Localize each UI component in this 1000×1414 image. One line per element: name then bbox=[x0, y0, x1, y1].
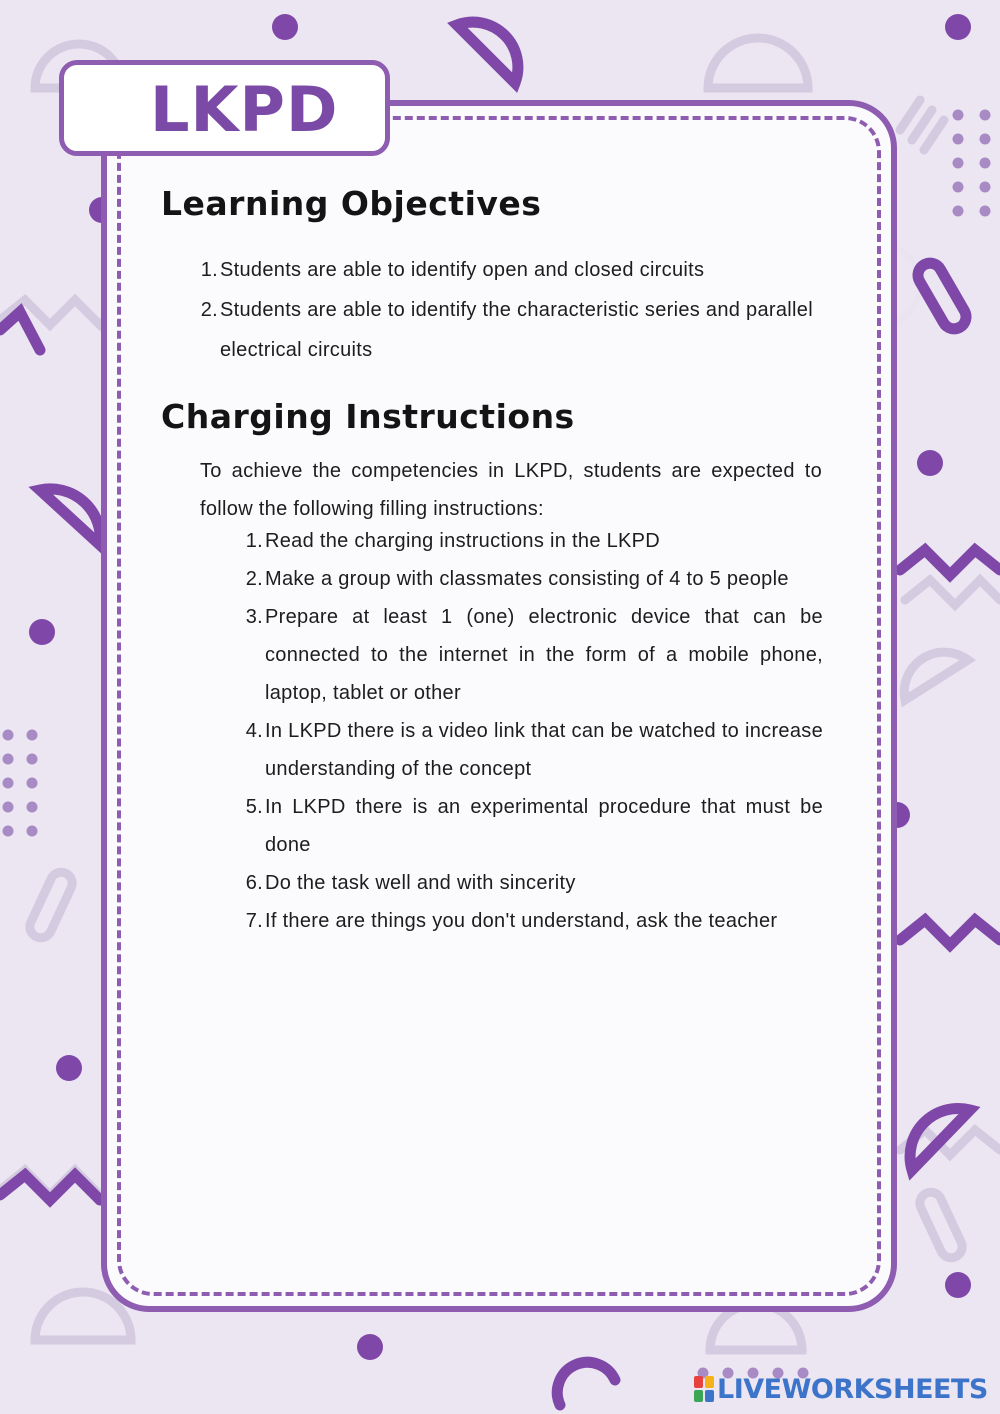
page-title: LKPD bbox=[150, 73, 339, 146]
zigzag-accent bbox=[0, 312, 40, 350]
list-item bbox=[237, 598, 823, 712]
instructions-intro: To achieve the competencies in LKPD, students are expected to follow the following filling instructions: bbox=[200, 460, 822, 520]
list-item-number: 1. bbox=[245, 530, 263, 552]
list-item-text: Students are able to identify open and closed circuits bbox=[220, 259, 705, 281]
list-item bbox=[237, 522, 823, 560]
list-item-number: 3. bbox=[245, 606, 263, 628]
capsule-shape bbox=[916, 1189, 966, 1262]
instructions-heading: Charging Instructions bbox=[161, 397, 575, 436]
list-item-number: 6. bbox=[245, 872, 263, 894]
list-item-number: 7. bbox=[245, 910, 263, 932]
zigzag-accent bbox=[900, 550, 1000, 575]
liveworksheets-logo-icon bbox=[694, 1376, 714, 1402]
list-item bbox=[237, 560, 823, 598]
capsule-accent bbox=[914, 259, 971, 333]
zigzag-accent bbox=[900, 920, 1000, 945]
half-circle-accent bbox=[457, 22, 518, 83]
liveworksheets-logo-text: LIVEWORKSHEETS bbox=[717, 1373, 988, 1405]
list-item-number: 2. bbox=[245, 568, 263, 590]
liveworksheets-logo[interactable] bbox=[694, 1371, 988, 1407]
list-item bbox=[190, 290, 830, 370]
objectives-list bbox=[190, 250, 830, 370]
list-item-number: 4. bbox=[245, 720, 263, 742]
zigzag-accent bbox=[0, 1175, 100, 1200]
instructions-list bbox=[237, 522, 823, 940]
list-item bbox=[237, 788, 823, 864]
list-item-text: If there are things you don't understand, ask the teacher bbox=[265, 910, 778, 932]
list-item-text: Read the charging instructions in the LKPD bbox=[265, 530, 661, 552]
half-circle-shape bbox=[904, 652, 968, 700]
half-circle-accent bbox=[40, 489, 100, 545]
list-item bbox=[237, 902, 823, 940]
half-circle-shape bbox=[708, 38, 808, 88]
list-item-number: 5. bbox=[245, 796, 263, 818]
list-item-text: In LKPD there is a video link that can be watched to increase understanding of the concept bbox=[265, 720, 823, 780]
list-item-text: Students are able to identify the characteristic series and parallel electrical circuits bbox=[220, 299, 813, 361]
list-item-text: Make a group with classmates consisting of 4 to 5 people bbox=[265, 568, 789, 590]
list-item-number: 1. bbox=[200, 259, 218, 281]
list-item-text: Do the task well and with sincerity bbox=[265, 872, 576, 894]
capsule-shape bbox=[26, 869, 76, 942]
list-item bbox=[190, 250, 830, 290]
list-item bbox=[237, 864, 823, 902]
list-item-text: In LKPD there is an experimental procedure that must be done bbox=[265, 796, 823, 856]
list-item-number: 2. bbox=[200, 299, 218, 321]
slash-lines-shape bbox=[900, 100, 944, 150]
list-item-text: Prepare at least 1 (one) electronic device that can be connected to the internet in the form of a mobile phone, laptop, tablet or other bbox=[265, 606, 823, 704]
zigzag-shape bbox=[905, 580, 1000, 605]
half-circle-accent bbox=[557, 1362, 615, 1405]
list-item bbox=[237, 712, 823, 788]
objectives-heading: Learning Objectives bbox=[161, 184, 542, 223]
